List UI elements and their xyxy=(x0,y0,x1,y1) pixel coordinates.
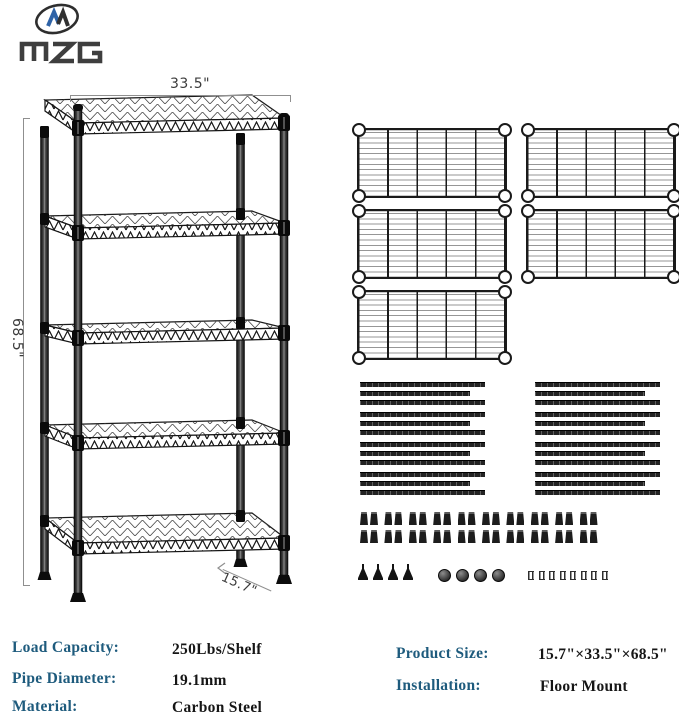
leveling-foot xyxy=(403,564,413,580)
spec-value: Floor Mount xyxy=(540,678,628,695)
grid-corner-ring xyxy=(352,351,366,365)
pole-segment xyxy=(535,421,645,426)
sleeve-clip-pair xyxy=(360,512,378,525)
pole-segment xyxy=(360,481,470,486)
sleeve-clip-pair xyxy=(555,512,573,525)
sleeve-clip-pair xyxy=(580,512,598,525)
pole-segment-column xyxy=(360,382,485,502)
pole-segment-group xyxy=(535,472,660,495)
sleeve-clip xyxy=(492,512,500,525)
sleeve-clip-pair xyxy=(384,530,402,543)
sleeve-clip xyxy=(433,512,441,525)
pole-segment xyxy=(360,430,485,435)
pole-segment xyxy=(360,490,485,495)
sleeve-clip-pair xyxy=(482,512,500,525)
spec-label: Product Size: xyxy=(396,645,489,662)
grid-corner-ring xyxy=(521,204,535,218)
sleeve-clip xyxy=(555,512,563,525)
width-dimension-label: 33.5" xyxy=(169,76,211,92)
sleeve-clip-pair xyxy=(458,530,476,543)
sleeve-clip-pair xyxy=(458,512,476,525)
sleeve-clip-row xyxy=(360,512,598,525)
sleeve-clip-pair xyxy=(506,512,524,525)
grid-corner-ring xyxy=(498,189,512,203)
pole-cap xyxy=(438,569,451,582)
sleeve-clip xyxy=(433,530,441,543)
spec-value: 15.7"×33.5"×68.5" xyxy=(538,646,668,663)
pole-segment xyxy=(360,451,470,456)
sleeve-clip xyxy=(409,512,417,525)
sleeve-clip xyxy=(458,530,466,543)
sleeve-clip xyxy=(443,512,451,525)
sleeve-clip xyxy=(565,530,573,543)
sleeve-clip-pair xyxy=(482,530,500,543)
sleeve-clip xyxy=(458,512,466,525)
spec-label: Material: xyxy=(12,698,78,713)
grid-corner-ring xyxy=(498,270,512,284)
pole-segment xyxy=(535,391,645,396)
grid-corner-ring xyxy=(521,123,535,137)
grid-corner-ring xyxy=(352,123,366,137)
sleeve-clip xyxy=(482,530,490,543)
grid-corner-ring xyxy=(498,351,512,365)
pole-segment xyxy=(535,442,660,447)
grid-corner-ring xyxy=(667,204,679,218)
pole-segment xyxy=(535,412,660,417)
pole-cap xyxy=(474,569,487,582)
sleeve-clip-pair xyxy=(433,530,451,543)
sleeve-clip xyxy=(409,530,417,543)
sleeve-clip xyxy=(394,512,402,525)
sleeve-clip xyxy=(531,512,539,525)
sleeve-clip xyxy=(482,512,490,525)
sleeve-clip xyxy=(360,530,368,543)
sleeve-clip xyxy=(468,512,476,525)
shelf-grid xyxy=(526,209,676,279)
sleeve-clip xyxy=(531,530,539,543)
pole-segment-column xyxy=(535,382,660,502)
pole-segment-group xyxy=(360,472,485,495)
pole-segment xyxy=(535,472,660,477)
sleeve-clip-pair xyxy=(531,530,549,543)
connector-piece xyxy=(549,571,555,580)
grid-corner-ring xyxy=(667,189,679,203)
grid-corner-ring xyxy=(667,270,679,284)
pole-segment-group xyxy=(535,382,660,405)
pole-segment xyxy=(535,382,660,387)
sleeve-clip xyxy=(590,512,598,525)
pole-segment-group xyxy=(360,442,485,465)
pole-cap-row xyxy=(438,569,505,582)
sleeve-clip xyxy=(384,512,392,525)
connector-piece xyxy=(560,571,566,580)
sleeve-clip xyxy=(590,530,598,543)
grid-corner-ring xyxy=(667,123,679,137)
leveling-foot xyxy=(373,564,383,580)
pole-segment xyxy=(360,472,485,477)
sleeve-clip-row xyxy=(360,530,598,543)
spec-label: Pipe Diameter: xyxy=(12,670,117,687)
sleeve-clip xyxy=(443,530,451,543)
pole-segment xyxy=(535,490,660,495)
grid-corner-ring xyxy=(352,189,366,203)
pole-segment-group xyxy=(360,382,485,405)
sleeve-clip xyxy=(541,530,549,543)
pole-segment-group xyxy=(535,442,660,465)
pole-segment xyxy=(535,430,660,435)
pole-segment xyxy=(535,400,660,405)
grid-corner-ring xyxy=(352,270,366,284)
pole-segment xyxy=(360,391,470,396)
leveling-foot xyxy=(358,564,368,580)
spec-value: 250Lbs/Shelf xyxy=(172,641,262,658)
connector-piece xyxy=(528,571,534,580)
leveling-foot-row xyxy=(358,564,413,580)
sleeve-clip xyxy=(580,512,588,525)
depth-dimension-label: 15.7" xyxy=(218,570,260,599)
height-dimension-label: 68.5" xyxy=(9,317,25,359)
sleeve-clip-pair xyxy=(531,512,549,525)
sleeve-clip xyxy=(394,530,402,543)
grid-corner-ring xyxy=(498,204,512,218)
sleeve-clip xyxy=(555,530,563,543)
sleeve-clip-pair xyxy=(555,530,573,543)
sleeve-clip xyxy=(384,530,392,543)
sleeve-clip xyxy=(492,530,500,543)
pole-segment xyxy=(360,412,485,417)
connector-piece-row xyxy=(528,571,608,580)
sleeve-clip xyxy=(419,530,427,543)
shelf-grid xyxy=(357,290,507,360)
leveling-foot xyxy=(388,564,398,580)
grid-corner-ring xyxy=(352,285,366,299)
grid-corner-ring xyxy=(521,270,535,284)
pole-cap xyxy=(456,569,469,582)
sleeve-clip xyxy=(419,512,427,525)
sleeve-clip xyxy=(506,512,514,525)
connector-piece xyxy=(591,571,597,580)
sleeve-clip xyxy=(370,530,378,543)
sleeve-clip xyxy=(516,530,524,543)
connector-piece xyxy=(570,571,576,580)
spec-value: 19.1mm xyxy=(172,672,227,689)
shelf-grid xyxy=(357,209,507,279)
sleeve-clip xyxy=(370,512,378,525)
connector-piece xyxy=(539,571,545,580)
pole-segment xyxy=(360,442,485,447)
pole-segment xyxy=(360,460,485,465)
connector-piece xyxy=(602,571,608,580)
grid-corner-ring xyxy=(521,189,535,203)
sleeve-clip xyxy=(516,512,524,525)
sleeve-clip-pair xyxy=(580,530,598,543)
pole-segment xyxy=(360,400,485,405)
sleeve-clip-pair xyxy=(384,512,402,525)
sleeve-clip-pair xyxy=(360,530,378,543)
pole-segment-group xyxy=(535,412,660,435)
sleeve-clip xyxy=(541,512,549,525)
sleeve-clip xyxy=(360,512,368,525)
connector-piece xyxy=(581,571,587,580)
grid-corner-ring xyxy=(498,123,512,137)
pole-segment xyxy=(360,382,485,387)
spec-label: Installation: xyxy=(396,677,481,694)
pole-segment-group xyxy=(360,412,485,435)
sleeve-clip-pair xyxy=(506,530,524,543)
shelf-grid xyxy=(526,128,676,198)
grid-corner-ring xyxy=(352,204,366,218)
grid-corner-ring xyxy=(498,285,512,299)
pole-cap xyxy=(492,569,505,582)
sleeve-clip xyxy=(506,530,514,543)
sleeve-clip xyxy=(468,530,476,543)
sleeve-clip xyxy=(565,512,573,525)
sleeve-clip-pair xyxy=(433,512,451,525)
spec-label: Load Capacity: xyxy=(12,639,120,656)
shelf-grid xyxy=(357,128,507,198)
pole-segment xyxy=(535,481,645,486)
spec-value: Carbon Steel xyxy=(172,699,263,713)
pole-segment xyxy=(360,421,470,426)
sleeve-clip-pair xyxy=(409,512,427,525)
pole-segment xyxy=(535,451,645,456)
sleeve-clip-pair xyxy=(409,530,427,543)
pole-segment xyxy=(535,460,660,465)
sleeve-clip xyxy=(580,530,588,543)
